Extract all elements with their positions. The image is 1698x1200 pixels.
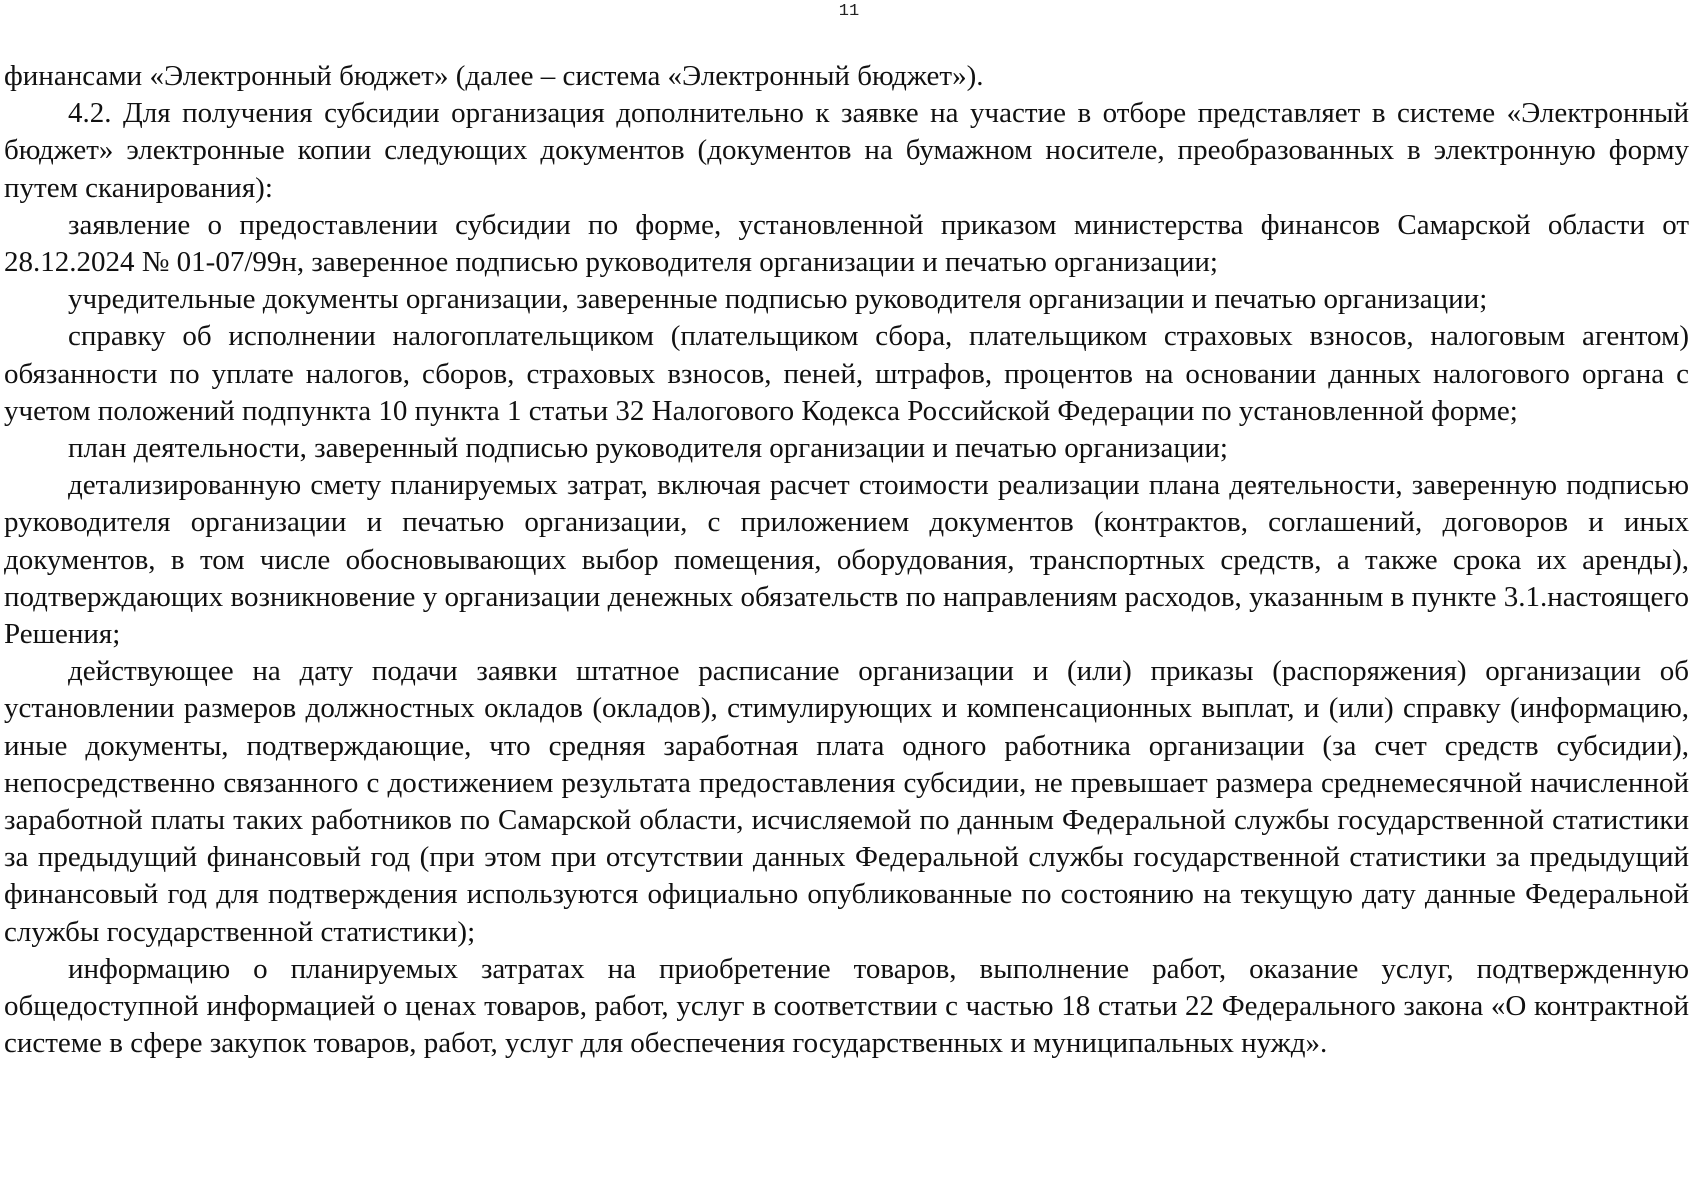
paragraph-activity-plan: план деятельности, заверенный подписью руководителя организации и печатью организации;: [68, 432, 1228, 465]
paragraph-continuation: финансами «Электронный бюджет» (далее – система «Электронный бюджет»).: [4, 60, 984, 92]
paragraph-cost-estimate: детализированную смету планируемых затрат, включая расчет стоимости реализации плана деятельности, заверенную подписью руководителя организации и печатью организации, с приложением документов (контрактов, соглашений, договоров и иных документов, в том числе обосновывающих выбор помещения, оборудования, транспортных средств, а также срока их аренды), подтверждающих возникновение у организации денежных обязательств по направлениям расходов, указанным в пункте 3.1.настоящего Решения;: [4, 469, 1689, 651]
paragraph-procurement-info: информацию о планируемых затратах на приобретение товаров, выполнение работ, оказание услуг, подтвержденную общедоступной информацией о ценах товаров, работ, услуг в соответствии с частью 18 статьи 22 Федерального закона «О контрактной системе в сфере закупок товаров, работ, услуг для обеспечения государственных и муниципальных нужд».: [4, 952, 1689, 1060]
paragraph-application-statement: заявление о предоставлении субсидии по форме, установленной приказом министерства финансов Самарской области от 28.12.2024 № 01-07/99н, заверенное подписью руководителя организации и печатью организации;: [4, 208, 1689, 279]
page-number: 11: [838, 2, 860, 21]
paragraph-section-4-2: 4.2. Для получения субсидии организация дополнительно к заявке на участие в отборе представляет в системе «Электронный бюджет» электронные копии следующих документов (документов на бумажном носителе, преобразованных в электронную форму путем сканирования):: [4, 97, 1689, 204]
document-body: [4, 58, 1689, 1062]
paragraph-founding-documents: учредительные документы организации, заверенные подписью руководителя организации и печатью организации;: [68, 283, 1488, 316]
paragraph-tax-certificate: справку об исполнении налогоплательщиком (плательщиком сбора, плательщиком страховых взносов, налоговым агентом) обязанности по уплате налогов, сборов, страховых взносов, пеней, штрафов, процентов на основании данных налогового органа с учетом положений подпункта 10 пункта 1 статьи 32 Налогового Кодекса Российской Федерации по установленной форме;: [4, 320, 1689, 427]
paragraph-staff-schedule: действующее на дату подачи заявки штатное расписание организации и (или) приказы (распоряжения) организации об установлении размеров должностных окладов (окладов), стимулирующих и компенсационных выплат, и (или) справку (информацию, иные документы, подтверждающие, что средняя заработная плата одного работника организации (за счет средств субсидии), непосредственно связанного с достижением результата предоставления субсидии, не превышает размера среднемесячной начисленной заработной платы таких работников по Самарской области, исчисляемой по данным Федеральной службы государственной статистики за предыдущий финансовый год (при этом при отсутствии данных Федеральной службы государственной статистики за предыдущий финансовый год для подтверждения используются официально опубликованные по состоянию на текущую дату данные Федеральной службы государственной статистики);: [4, 655, 1689, 948]
